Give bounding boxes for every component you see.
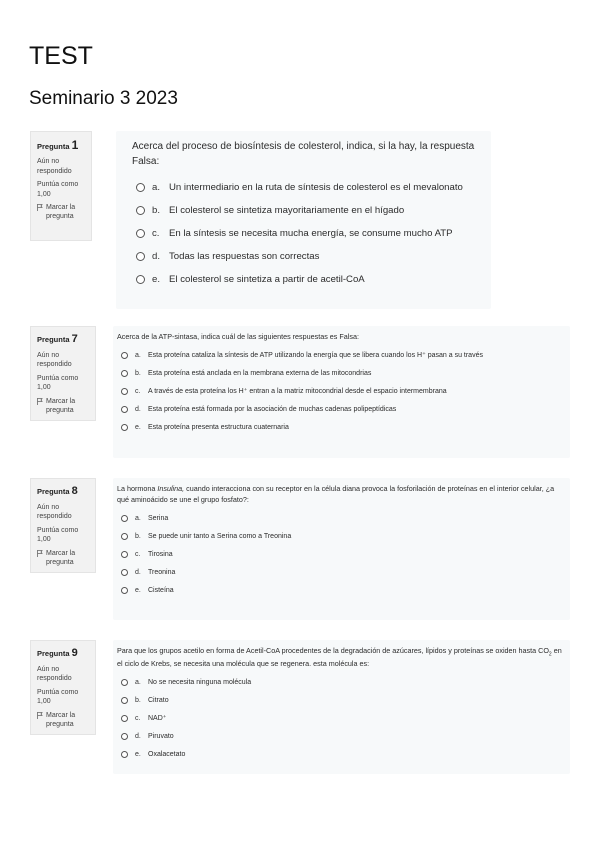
question-content — [113, 640, 570, 774]
radio-button[interactable] — [121, 697, 128, 704]
answer-option-e[interactable]: e. El colesterol se sintetiza a partir de acetil-CoA — [132, 273, 475, 287]
question-7 — [30, 326, 570, 458]
question-info — [30, 131, 92, 241]
question-text: Acerca de la ATP-sintasa, indica cuál de las siguientes respuestas es Falsa: — [117, 332, 359, 341]
answer-option-a[interactable]: a. Un intermediario en la ruta de síntesis de colesterol es el mevalonato — [132, 181, 475, 195]
question-info — [30, 478, 96, 573]
flag-question-link[interactable]: Marcar la pregunta — [37, 711, 89, 730]
flag-question-link[interactable]: Marcar la pregunta — [37, 549, 89, 568]
question-8 — [30, 478, 570, 620]
answer-option-e[interactable]: e. Oxalacetato — [117, 750, 566, 760]
answer-option-a[interactable]: a. Esta proteína cataliza la síntesis de ATP utilizando la energía que se libera cuando los H⁺ pasan a su través — [117, 351, 566, 361]
answer-option-e[interactable]: e. Cisteína — [117, 586, 566, 596]
question-number: 1 — [71, 138, 79, 152]
radio-button[interactable] — [136, 183, 145, 192]
question-info — [30, 640, 96, 735]
radio-button[interactable] — [121, 587, 128, 594]
radio-button[interactable] — [136, 275, 145, 284]
question-info — [30, 326, 96, 421]
question-status: Aún no respondido — [37, 665, 72, 683]
question-number: 7 — [71, 333, 78, 345]
question-content — [113, 478, 570, 620]
radio-button[interactable] — [121, 424, 128, 431]
radio-button[interactable] — [121, 569, 128, 576]
answer-list — [117, 678, 566, 760]
question-content — [113, 326, 570, 458]
question-number: 9 — [71, 647, 78, 659]
question-score: Puntúa como 1,00 — [37, 181, 79, 198]
radio-button[interactable] — [121, 751, 128, 758]
radio-button[interactable] — [121, 679, 128, 686]
answer-option-a[interactable]: a. No se necesita ninguna molécula — [117, 678, 566, 688]
page-title: TEST — [29, 42, 93, 70]
question-text: Para que los grupos acetilo en forma de Acetil-CoA procedentes de la degradación de azúcares, lípidos y proteínas se oxiden hasta $CO_2$ en el ciclo de Krebs, se necesita una molécula que se regenera. esta molécula es: — [117, 646, 562, 668]
question-label: Pregunta 9 — [37, 647, 78, 659]
page-subtitle: Seminario 3 2023 — [29, 88, 178, 109]
radio-button[interactable] — [136, 206, 145, 215]
answer-option-d[interactable]: d. Esta proteína está formada por la asociación de muchas cadenas polipeptídicas — [117, 405, 566, 415]
flag-icon — [37, 204, 43, 211]
flag-question-link[interactable]: Marcar la pregunta — [37, 397, 89, 416]
radio-button[interactable] — [121, 715, 128, 722]
question-number: 8 — [71, 485, 78, 497]
answer-list — [117, 514, 566, 596]
radio-button[interactable] — [136, 229, 145, 238]
question-score: Puntúa como 1,00 — [37, 526, 79, 544]
answer-option-b[interactable]: b. Se puede unir tanto a Serina como a Treonina — [117, 532, 566, 542]
answer-option-d[interactable]: d. Piruvato — [117, 732, 566, 742]
answer-list — [117, 351, 566, 433]
question-status: Aún no respondido — [37, 158, 72, 175]
question-score: Puntúa como 1,00 — [37, 374, 79, 392]
answer-option-e[interactable]: e. Esta proteína presenta estructura cuaternaria — [117, 423, 566, 433]
radio-button[interactable] — [121, 388, 128, 395]
question-label: Pregunta 8 — [37, 485, 78, 497]
answer-option-d[interactable]: d. Todas las respuestas son correctas — [132, 250, 475, 264]
radio-button[interactable] — [121, 533, 128, 540]
radio-button[interactable] — [121, 733, 128, 740]
question-status: Aún no respondido — [37, 351, 72, 369]
question-score: Puntúa como 1,00 — [37, 688, 79, 706]
answer-option-b[interactable]: b. Esta proteína está anclada en la membrana externa de las mitocondrias — [117, 369, 566, 379]
radio-button[interactable] — [121, 406, 128, 413]
radio-button[interactable] — [121, 352, 128, 359]
answer-option-c[interactable]: c. A través de esta proteína los H⁺ entran a la matriz mitocondrial desde el espacio intermembrana — [117, 387, 566, 397]
answer-list — [132, 181, 475, 287]
radio-button[interactable] — [121, 370, 128, 377]
answer-option-b[interactable]: b. El colesterol se sintetiza mayoritariamente en el hígado — [132, 204, 475, 218]
question-content — [116, 131, 491, 309]
answer-option-c[interactable]: c. En la síntesis se necesita mucha energía, se consume mucho ATP — [132, 227, 475, 241]
question-status: Aún no respondido — [37, 503, 72, 521]
answer-option-b[interactable]: b. Citrato — [117, 696, 566, 706]
answer-option-d[interactable]: d. Treonina — [117, 568, 566, 578]
hormone-name: Insulina, — [157, 484, 185, 493]
radio-button[interactable] — [136, 252, 145, 261]
question-label: Pregunta 1 — [37, 138, 79, 152]
question-1 — [30, 131, 570, 309]
radio-button[interactable] — [121, 551, 128, 558]
flag-question-link[interactable]: Marcar la pregunta — [37, 203, 85, 222]
question-label: Pregunta 7 — [37, 333, 78, 345]
question-9 — [30, 640, 570, 774]
question-text: La hormona Insulina, cuando interacciona con su receptor en la célula diana provoca la fosforilación de proteínas en el interior celular, ¿a qué aminoácido se une el grupo fosfato?: — [117, 484, 555, 504]
radio-button[interactable] — [121, 515, 128, 522]
answer-option-c[interactable]: c. Tirosina — [117, 550, 566, 560]
answer-option-c[interactable]: c. NAD⁺ — [117, 714, 566, 724]
flag-icon — [37, 550, 43, 557]
answer-option-a[interactable]: a. Serina — [117, 514, 566, 524]
flag-icon — [37, 398, 43, 405]
question-text: Acerca del proceso de biosíntesis de colesterol, indica, si la hay, la respuesta Falsa: — [132, 141, 475, 167]
flag-icon — [37, 712, 43, 719]
